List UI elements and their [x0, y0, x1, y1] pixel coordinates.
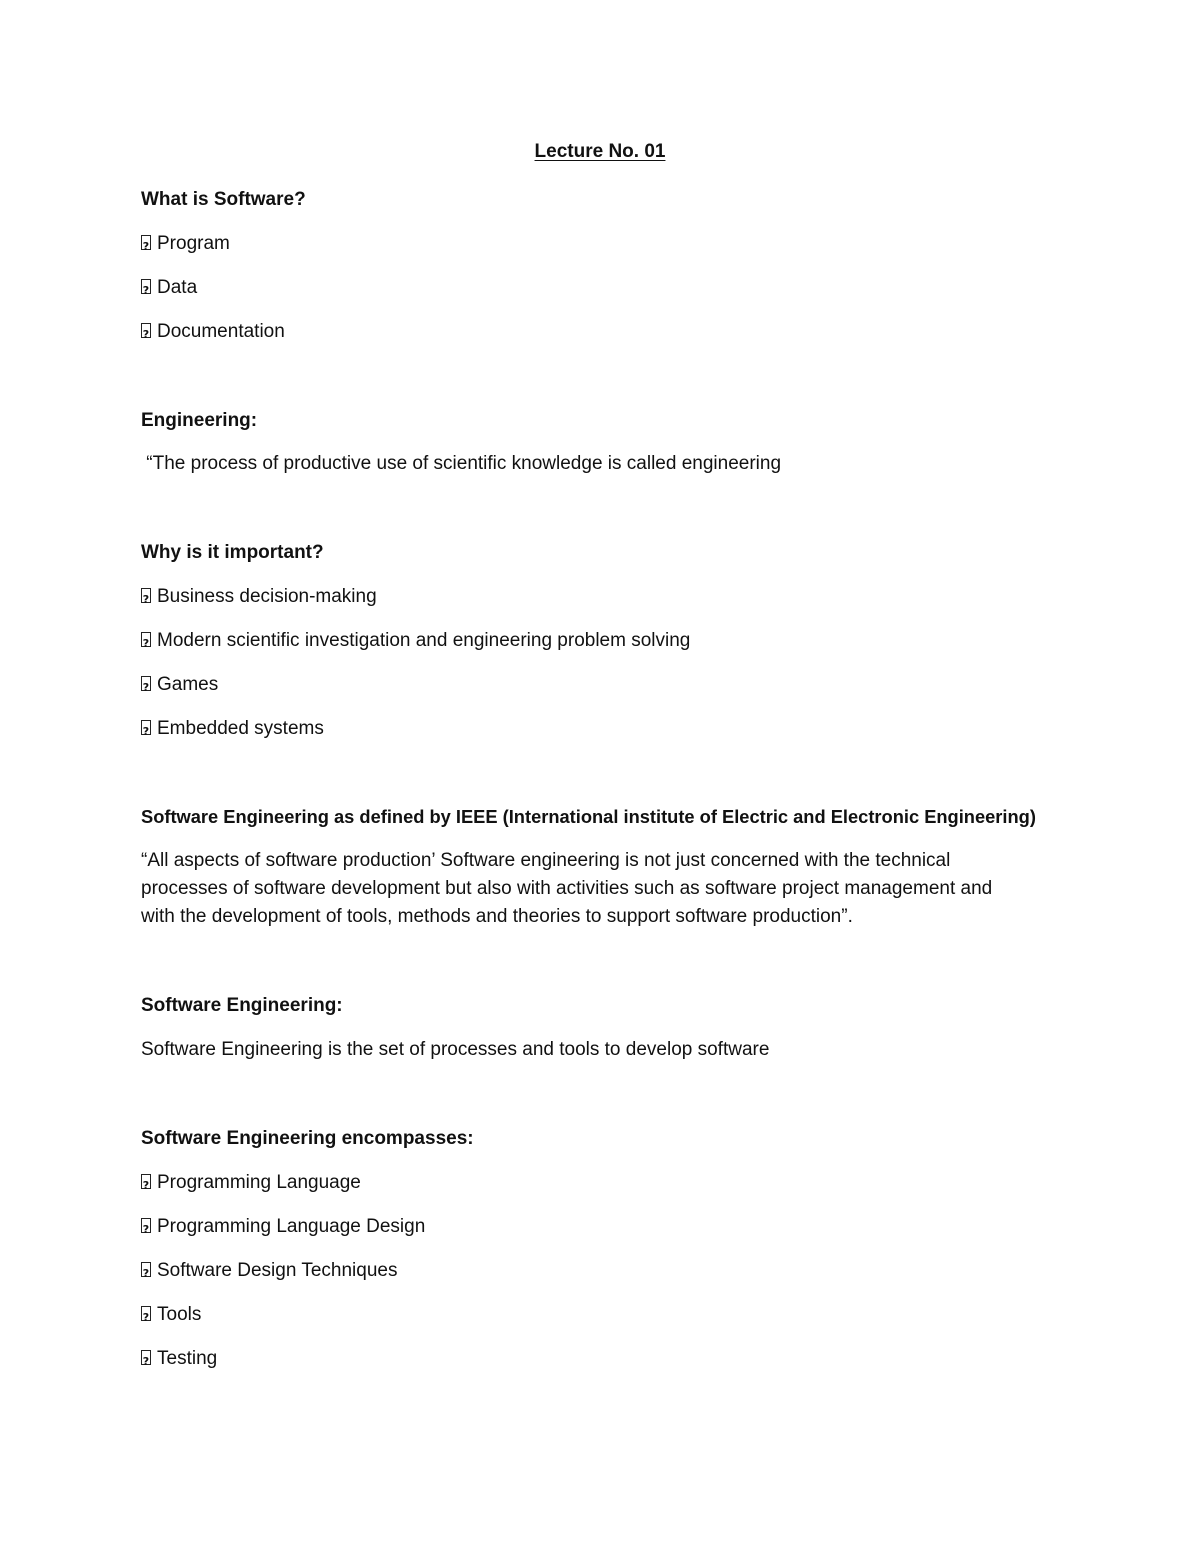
list-item	[141, 1345, 217, 1373]
list-item-text: Data	[157, 277, 198, 298]
list-item-text: Documentation	[157, 321, 285, 342]
se-definition: Software Engineering is the set of processes and tools to develop software	[141, 1039, 770, 1060]
list-item	[141, 274, 197, 302]
list-item-text: Programming Language Design	[157, 1216, 426, 1237]
section-heading-se: Software Engineering:	[141, 995, 343, 1016]
missing-glyph-bullet-icon	[141, 676, 151, 691]
missing-glyph-bullet-icon	[141, 720, 151, 735]
list-item-text: Programming Language	[157, 1172, 361, 1193]
section-heading-engineering: Engineering:	[141, 410, 258, 431]
missing-glyph-bullet-icon	[141, 1174, 151, 1189]
list-item	[141, 715, 324, 743]
page-title: Lecture No. 01	[534, 141, 666, 162]
section-heading-importance: Why is it important?	[141, 542, 324, 563]
ieee-definition-line-1: “All aspects of software production’ Software engineering is not just concerned with the technical	[141, 850, 951, 871]
engineering-definition: “The process of productive use of scientific knowledge is called engineering	[141, 453, 782, 474]
list-item-text: Testing	[157, 1348, 218, 1369]
missing-glyph-bullet-icon	[141, 279, 151, 294]
list-item	[141, 1301, 201, 1329]
list-item-text: Embedded systems	[157, 718, 324, 739]
section-heading-ieee: Software Engineering as defined by IEEE (International institute of Electric and Electronic Engineering)	[141, 806, 1036, 827]
missing-glyph-bullet-icon	[141, 323, 151, 338]
ieee-definition-line-3: with the development of tools, methods and theories to support software production”.	[141, 906, 853, 927]
list-item	[141, 1257, 397, 1285]
missing-glyph-bullet-icon	[141, 1218, 151, 1233]
missing-glyph-bullet-icon	[141, 1306, 151, 1321]
missing-glyph-bullet-icon	[141, 632, 151, 647]
list-item	[141, 583, 377, 611]
list-item-text: Tools	[157, 1304, 202, 1325]
missing-glyph-bullet-icon	[141, 1262, 151, 1277]
list-item	[141, 671, 218, 699]
list-item	[141, 1169, 361, 1197]
list-item-text: Program	[157, 233, 230, 254]
list-item-text: Business decision-making	[157, 586, 377, 607]
list-item-text: Software Design Techniques	[157, 1260, 398, 1281]
list-item-text: Modern scientific investigation and engineering problem solving	[157, 630, 691, 651]
section-heading-encompasses: Software Engineering encompasses:	[141, 1128, 474, 1149]
list-item	[141, 1213, 425, 1241]
missing-glyph-bullet-icon	[141, 588, 151, 603]
ieee-definition-line-2: processes of software development but also with activities such as software project management and	[141, 878, 993, 899]
section-heading-software: What is Software?	[141, 189, 306, 210]
missing-glyph-bullet-icon	[141, 235, 151, 250]
list-item	[141, 318, 285, 346]
list-item	[141, 627, 690, 655]
list-item	[141, 230, 230, 258]
list-item-text: Games	[157, 674, 219, 695]
missing-glyph-bullet-icon	[141, 1350, 151, 1365]
